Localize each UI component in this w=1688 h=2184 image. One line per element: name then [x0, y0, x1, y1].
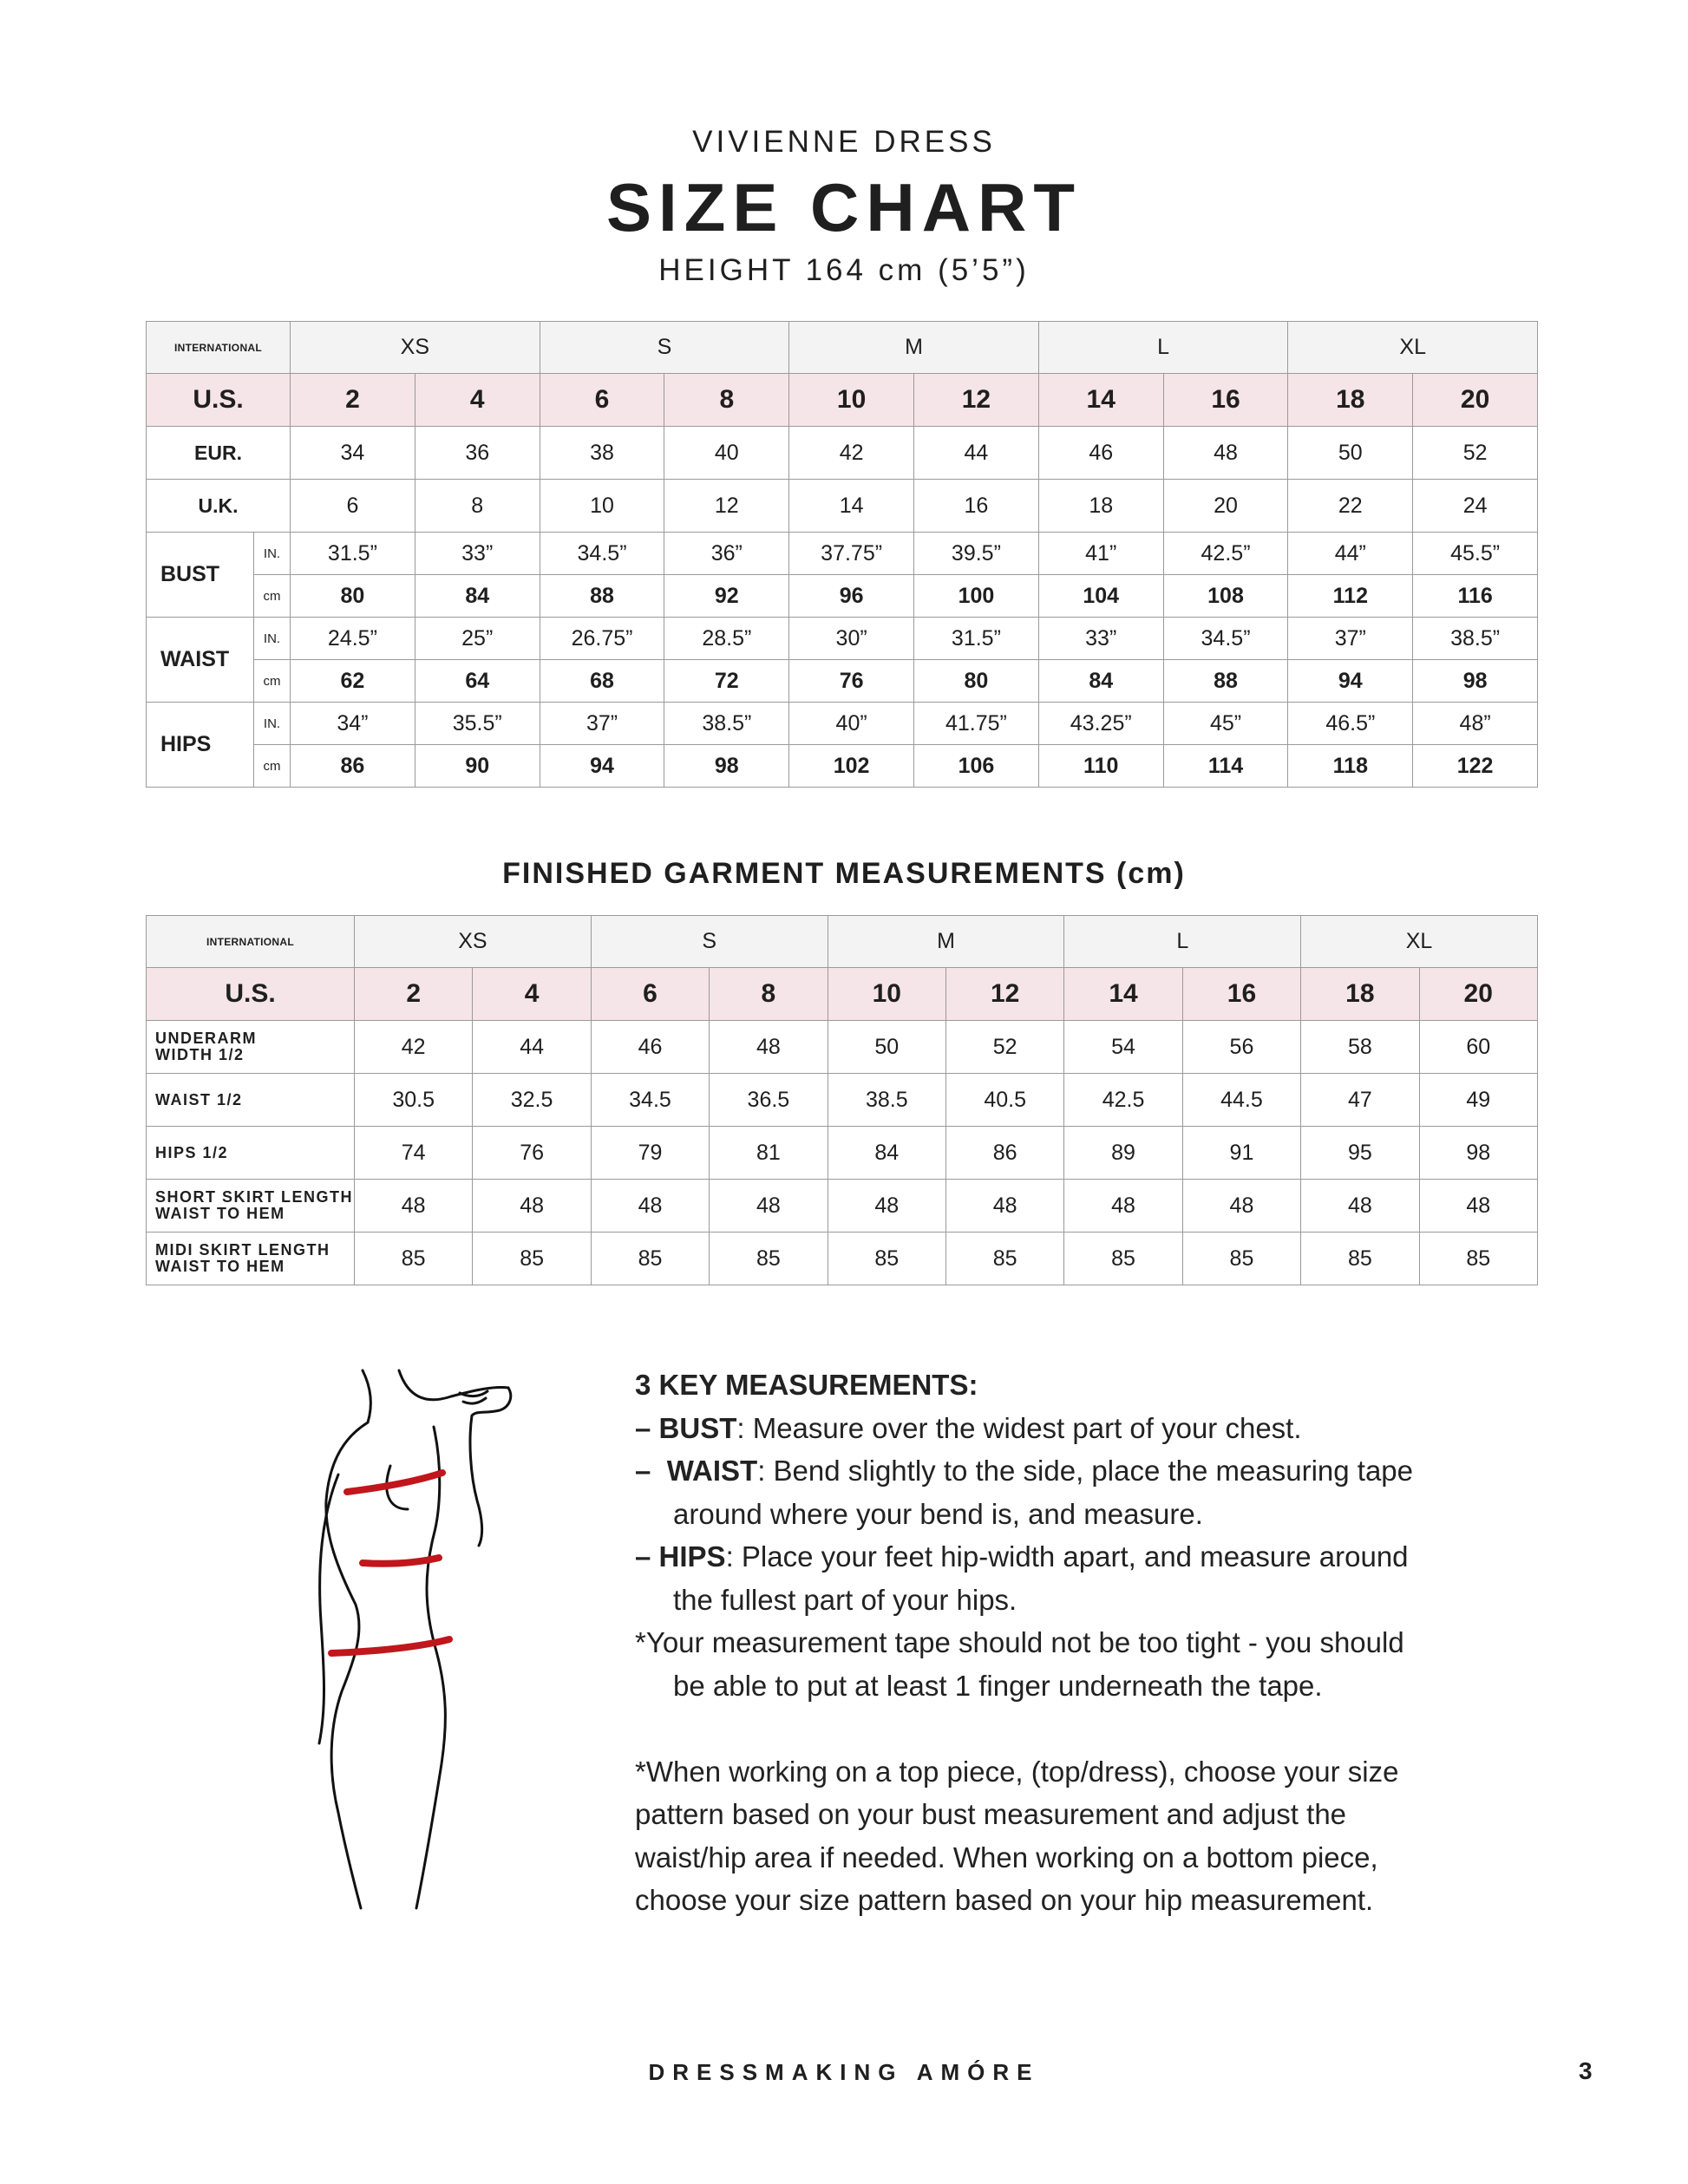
international-row	[147, 322, 1538, 374]
waist-cm-value: 88	[1163, 660, 1288, 703]
eur-size: 38	[540, 427, 664, 480]
hips-in-value: 38.5”	[664, 703, 789, 745]
table-cell: 40.5	[945, 1074, 1063, 1127]
us-size: 20	[1419, 968, 1537, 1021]
waist-in-value: 38.5”	[1413, 618, 1538, 660]
table-row	[147, 1180, 1538, 1233]
table-cell: 85	[473, 1233, 591, 1285]
bust-cm-value: 84	[415, 575, 540, 618]
uk-size: 20	[1163, 480, 1288, 533]
us-size: 18	[1288, 374, 1413, 427]
uk-size: 14	[789, 480, 914, 533]
row-label-line: UNDERARM	[155, 1030, 257, 1047]
uk-size: 16	[914, 480, 1039, 533]
table-cell: 48	[710, 1021, 828, 1074]
intl-size: XL	[1301, 916, 1538, 968]
table-cell: 85	[591, 1233, 709, 1285]
bust-in-value: 37.75”	[789, 533, 914, 575]
intl-size: XS	[355, 916, 592, 968]
us-size: 16	[1163, 374, 1288, 427]
eur-size: 44	[914, 427, 1039, 480]
table-cell: 50	[828, 1021, 945, 1074]
size-advice-line: waist/hip area if needed. When working on a bottom piece,	[635, 1841, 1378, 1873]
eur-size: 36	[415, 427, 540, 480]
uk-size: 12	[664, 480, 789, 533]
hips-in-value: 37”	[540, 703, 664, 745]
bust-in-value: 34.5”	[540, 533, 664, 575]
hips-in-value: 46.5”	[1288, 703, 1413, 745]
tape-note-cont: be able to put at least 1 finger underneath the tape.	[673, 1669, 1323, 1702]
uk-size: 22	[1288, 480, 1413, 533]
us-size: 20	[1413, 374, 1538, 427]
bust-instruction	[635, 1407, 1468, 1450]
table-cell: 91	[1182, 1127, 1300, 1180]
eur-size: 40	[664, 427, 789, 480]
row-label-line: WAIST TO HEM	[155, 1205, 285, 1222]
waist-in-value: 26.75”	[540, 618, 664, 660]
hips-in-value: 41.75”	[914, 703, 1039, 745]
hips-term: HIPS	[658, 1540, 726, 1573]
waist-instruction-cont: around where your bend is, and measure.	[673, 1497, 1203, 1530]
intl-size: M	[789, 322, 1039, 374]
us-size: 4	[415, 374, 540, 427]
garment-measurements-title: FINISHED GARMENT MEASUREMENTS (cm)	[502, 857, 1186, 890]
table-cell: 42.5	[1064, 1074, 1182, 1127]
waist-cm-value: 62	[291, 660, 415, 703]
us-size: 2	[291, 374, 415, 427]
waist-instruction	[635, 1449, 1468, 1493]
table-cell: 74	[355, 1127, 473, 1180]
eur-size: 46	[1038, 427, 1163, 480]
size-advice-line: choose your size pattern based on your hip measurement.	[635, 1884, 1374, 1916]
uk-size: 10	[540, 480, 664, 533]
bust-cm-value: 88	[540, 575, 664, 618]
bust-cm-value: 100	[914, 575, 1039, 618]
row-label-line: WAIST TO HEM	[155, 1258, 285, 1275]
unit-cm-label: cm	[254, 575, 291, 618]
international-label: INTERNATIONAL	[147, 322, 291, 374]
hips-in-row	[147, 703, 1538, 745]
size-chart-table	[146, 321, 1538, 788]
table-cell: 38.5	[828, 1074, 945, 1127]
unit-in-label: IN.	[254, 703, 291, 745]
table-cell: 79	[591, 1127, 709, 1180]
bust-cm-value: 92	[664, 575, 789, 618]
us-size: 18	[1301, 968, 1419, 1021]
international-label: INTERNATIONAL	[147, 916, 355, 968]
eur-size: 34	[291, 427, 415, 480]
figure-right-outline	[399, 1370, 508, 1400]
intl-size: L	[1064, 916, 1301, 968]
unit-cm-label: cm	[254, 660, 291, 703]
eur-size: 50	[1288, 427, 1413, 480]
table-cell: 48	[1182, 1180, 1300, 1233]
eur-size: 52	[1413, 427, 1538, 480]
table-cell: 60	[1419, 1021, 1537, 1074]
waist-in-value: 37”	[1288, 618, 1413, 660]
waist-cm-value: 68	[540, 660, 664, 703]
waist-cm-value: 94	[1288, 660, 1413, 703]
hips-cm-value: 90	[415, 745, 540, 788]
us-size: 10	[789, 374, 914, 427]
waist-label: WAIST	[147, 618, 254, 703]
table-cell: 34.5	[591, 1074, 709, 1127]
unit-in-label: IN.	[254, 618, 291, 660]
size-advice-line: pattern based on your bust measurement and adjust the	[635, 1798, 1347, 1830]
table-cell: 44.5	[1182, 1074, 1300, 1127]
figure-left-arm	[319, 1475, 338, 1743]
bust-in-value: 44”	[1288, 533, 1413, 575]
eur-row	[147, 427, 1538, 480]
key-measurements-title: 3 KEY MEASUREMENTS:	[635, 1369, 978, 1401]
hips-cm-value: 122	[1413, 745, 1538, 788]
unit-in-label: IN.	[254, 533, 291, 575]
us-row	[147, 374, 1538, 427]
bust-in-value: 31.5”	[291, 533, 415, 575]
hips-cm-value: 98	[664, 745, 789, 788]
table-cell: 85	[1419, 1233, 1537, 1285]
table-cell: 95	[1301, 1127, 1419, 1180]
hips-cm-value: 106	[914, 745, 1039, 788]
bust-cm-value: 116	[1413, 575, 1538, 618]
brand-footer: DRESSMAKING AMÓRE	[648, 2059, 1040, 2085]
table-cell: 85	[1064, 1233, 1182, 1285]
table-cell: 46	[591, 1021, 709, 1074]
table-cell: 48	[355, 1180, 473, 1233]
table-cell: 36.5	[710, 1074, 828, 1127]
waist-in-value: 28.5”	[664, 618, 789, 660]
table-cell: 47	[1301, 1074, 1419, 1127]
intl-size: S	[591, 916, 828, 968]
unit-cm-label: cm	[254, 745, 291, 788]
waist-cm-value: 84	[1038, 660, 1163, 703]
waist-cm-value: 98	[1413, 660, 1538, 703]
us-size: 12	[945, 968, 1063, 1021]
row-label	[147, 1074, 355, 1127]
table-cell: 48	[710, 1180, 828, 1233]
table-cell: 54	[1064, 1021, 1182, 1074]
hips-in-value: 34”	[291, 703, 415, 745]
waist-in-value: 31.5”	[914, 618, 1039, 660]
figure-torso-right	[416, 1427, 445, 1908]
uk-size: 8	[415, 480, 540, 533]
table-row	[147, 1074, 1538, 1127]
intl-size: S	[540, 322, 789, 374]
international-row	[147, 916, 1538, 968]
row-label-line: WIDTH 1/2	[155, 1046, 245, 1063]
us-label: U.S.	[147, 374, 291, 427]
table-cell: 44	[473, 1021, 591, 1074]
bust-in-value: 36”	[664, 533, 789, 575]
waist-in-value: 24.5”	[291, 618, 415, 660]
row-label-line: WAIST 1/2	[155, 1090, 243, 1108]
hips-cm-value: 114	[1163, 745, 1288, 788]
table-row	[147, 1021, 1538, 1074]
table-cell: 49	[1419, 1074, 1537, 1127]
table-cell: 48	[1064, 1180, 1182, 1233]
page-number: 3	[1579, 2057, 1593, 2084]
bust-cm-value: 108	[1163, 575, 1288, 618]
bust-cm-value: 80	[291, 575, 415, 618]
row-label	[147, 1180, 355, 1233]
waist-in-value: 34.5”	[1163, 618, 1288, 660]
bust-term: BUST	[658, 1411, 737, 1444]
bust-in-value: 42.5”	[1163, 533, 1288, 575]
waist-cm-value: 80	[914, 660, 1039, 703]
table-cell: 85	[710, 1233, 828, 1285]
row-label	[147, 1021, 355, 1074]
size-advice-line: *When working on a top piece, (top/dress), choose your size	[635, 1755, 1399, 1788]
eur-size: 42	[789, 427, 914, 480]
table-cell: 84	[828, 1127, 945, 1180]
table-cell: 86	[945, 1127, 1063, 1180]
waist-text: : Bend slightly to the side, place the measuring tape	[757, 1455, 1413, 1487]
bust-in-value: 45.5”	[1413, 533, 1538, 575]
bullet-dash: –	[635, 1540, 651, 1573]
waist-cm-value: 72	[664, 660, 789, 703]
uk-size: 24	[1413, 480, 1538, 533]
bust-label: BUST	[147, 533, 254, 618]
eur-size: 48	[1163, 427, 1288, 480]
waist-in-row	[147, 618, 1538, 660]
table-cell: 48	[945, 1180, 1063, 1233]
bust-cm-value: 96	[789, 575, 914, 618]
intl-size: L	[1038, 322, 1288, 374]
model-height: HEIGHT 164 cm (5’5”)	[658, 253, 1030, 287]
table-cell: 85	[945, 1233, 1063, 1285]
us-size: 12	[914, 374, 1039, 427]
table-cell: 48	[1419, 1180, 1537, 1233]
row-label-line: SHORT SKIRT LENGTH	[155, 1188, 353, 1206]
row-label-line: HIPS 1/2	[155, 1143, 229, 1161]
waist-cm-value: 76	[789, 660, 914, 703]
spacer	[635, 1707, 1468, 1750]
table-cell: 81	[710, 1127, 828, 1180]
hips-label: HIPS	[147, 703, 254, 788]
bust-in-row	[147, 533, 1538, 575]
us-size: 14	[1038, 374, 1163, 427]
table-cell: 85	[1301, 1233, 1419, 1285]
table-cell: 85	[828, 1233, 945, 1285]
hips-instruction	[635, 1535, 1468, 1579]
hips-cm-value: 94	[540, 745, 664, 788]
us-row	[147, 968, 1538, 1021]
table-cell: 48	[591, 1180, 709, 1233]
uk-size: 18	[1038, 480, 1163, 533]
waist-cm-row	[147, 660, 1538, 703]
us-size: 10	[828, 968, 945, 1021]
bust-cm-row	[147, 575, 1538, 618]
page-title: SIZE CHART	[606, 169, 1082, 245]
bust-cm-value: 104	[1038, 575, 1163, 618]
hips-in-value: 43.25”	[1038, 703, 1163, 745]
intl-size: M	[828, 916, 1064, 968]
us-size: 14	[1064, 968, 1182, 1021]
us-size: 2	[355, 968, 473, 1021]
row-label-line: MIDI SKIRT LENGTH	[155, 1241, 330, 1259]
table-cell: 76	[473, 1127, 591, 1180]
dress-name: VIVIENNE DRESS	[692, 125, 996, 159]
key-measurements	[635, 1363, 1468, 1922]
table-cell: 32.5	[473, 1074, 591, 1127]
bullet-dash: –	[635, 1411, 651, 1444]
uk-row	[147, 480, 1538, 533]
table-cell: 48	[828, 1180, 945, 1233]
waist-term: WAIST	[666, 1455, 758, 1487]
figure-neck-line	[363, 1370, 370, 1422]
us-size: 8	[664, 374, 789, 427]
hips-cm-row	[147, 745, 1538, 788]
us-size: 6	[540, 374, 664, 427]
table-cell: 58	[1301, 1021, 1419, 1074]
waist-tape	[363, 1558, 439, 1564]
waist-in-value: 30”	[789, 618, 914, 660]
bust-in-value: 39.5”	[914, 533, 1039, 575]
waist-in-value: 33”	[1038, 618, 1163, 660]
hips-in-value: 35.5”	[415, 703, 540, 745]
us-size: 16	[1182, 968, 1300, 1021]
bullet-dash: –	[635, 1455, 651, 1487]
table-cell: 56	[1182, 1021, 1300, 1074]
figure-arm	[470, 1388, 511, 1546]
table-row	[147, 1233, 1538, 1285]
hips-instruction-cont: the fullest part of your hips.	[673, 1583, 1017, 1616]
intl-size: XS	[291, 322, 540, 374]
bust-in-value: 33”	[415, 533, 540, 575]
bust-in-value: 41”	[1038, 533, 1163, 575]
bust-text: : Measure over the widest part of your chest.	[736, 1411, 1302, 1444]
hips-text: : Place your feet hip-width apart, and measure around	[725, 1540, 1409, 1573]
hips-in-value: 40”	[789, 703, 914, 745]
table-cell: 48	[1301, 1180, 1419, 1233]
us-size: 8	[710, 968, 828, 1021]
row-label	[147, 1127, 355, 1180]
table-cell: 85	[355, 1233, 473, 1285]
eur-label: EUR.	[147, 427, 291, 480]
body-measurement-figure	[286, 1362, 546, 1917]
intl-size: XL	[1288, 322, 1538, 374]
table-cell: 52	[945, 1021, 1063, 1074]
hips-tape	[331, 1639, 449, 1653]
table-cell: 42	[355, 1021, 473, 1074]
hips-cm-value: 118	[1288, 745, 1413, 788]
hips-cm-value: 110	[1038, 745, 1163, 788]
uk-label: U.K.	[147, 480, 291, 533]
hips-in-value: 48”	[1413, 703, 1538, 745]
table-cell: 85	[1182, 1233, 1300, 1285]
garment-measurements-table	[146, 915, 1538, 1285]
table-cell: 89	[1064, 1127, 1182, 1180]
hips-cm-value: 86	[291, 745, 415, 788]
waist-in-value: 25”	[415, 618, 540, 660]
table-cell: 30.5	[355, 1074, 473, 1127]
hips-cm-value: 102	[789, 745, 914, 788]
tape-note: *Your measurement tape should not be too tight - you should	[635, 1626, 1404, 1658]
table-cell: 48	[473, 1180, 591, 1233]
hips-in-value: 45”	[1163, 703, 1288, 745]
table-row	[147, 1127, 1538, 1180]
uk-size: 6	[291, 480, 415, 533]
bust-tape	[347, 1473, 442, 1492]
table-cell: 98	[1419, 1127, 1537, 1180]
us-label: U.S.	[147, 968, 355, 1021]
row-label	[147, 1233, 355, 1285]
us-size: 6	[591, 968, 709, 1021]
us-size: 4	[473, 968, 591, 1021]
bust-cm-value: 112	[1288, 575, 1413, 618]
waist-cm-value: 64	[415, 660, 540, 703]
page-header	[0, 121, 1688, 291]
